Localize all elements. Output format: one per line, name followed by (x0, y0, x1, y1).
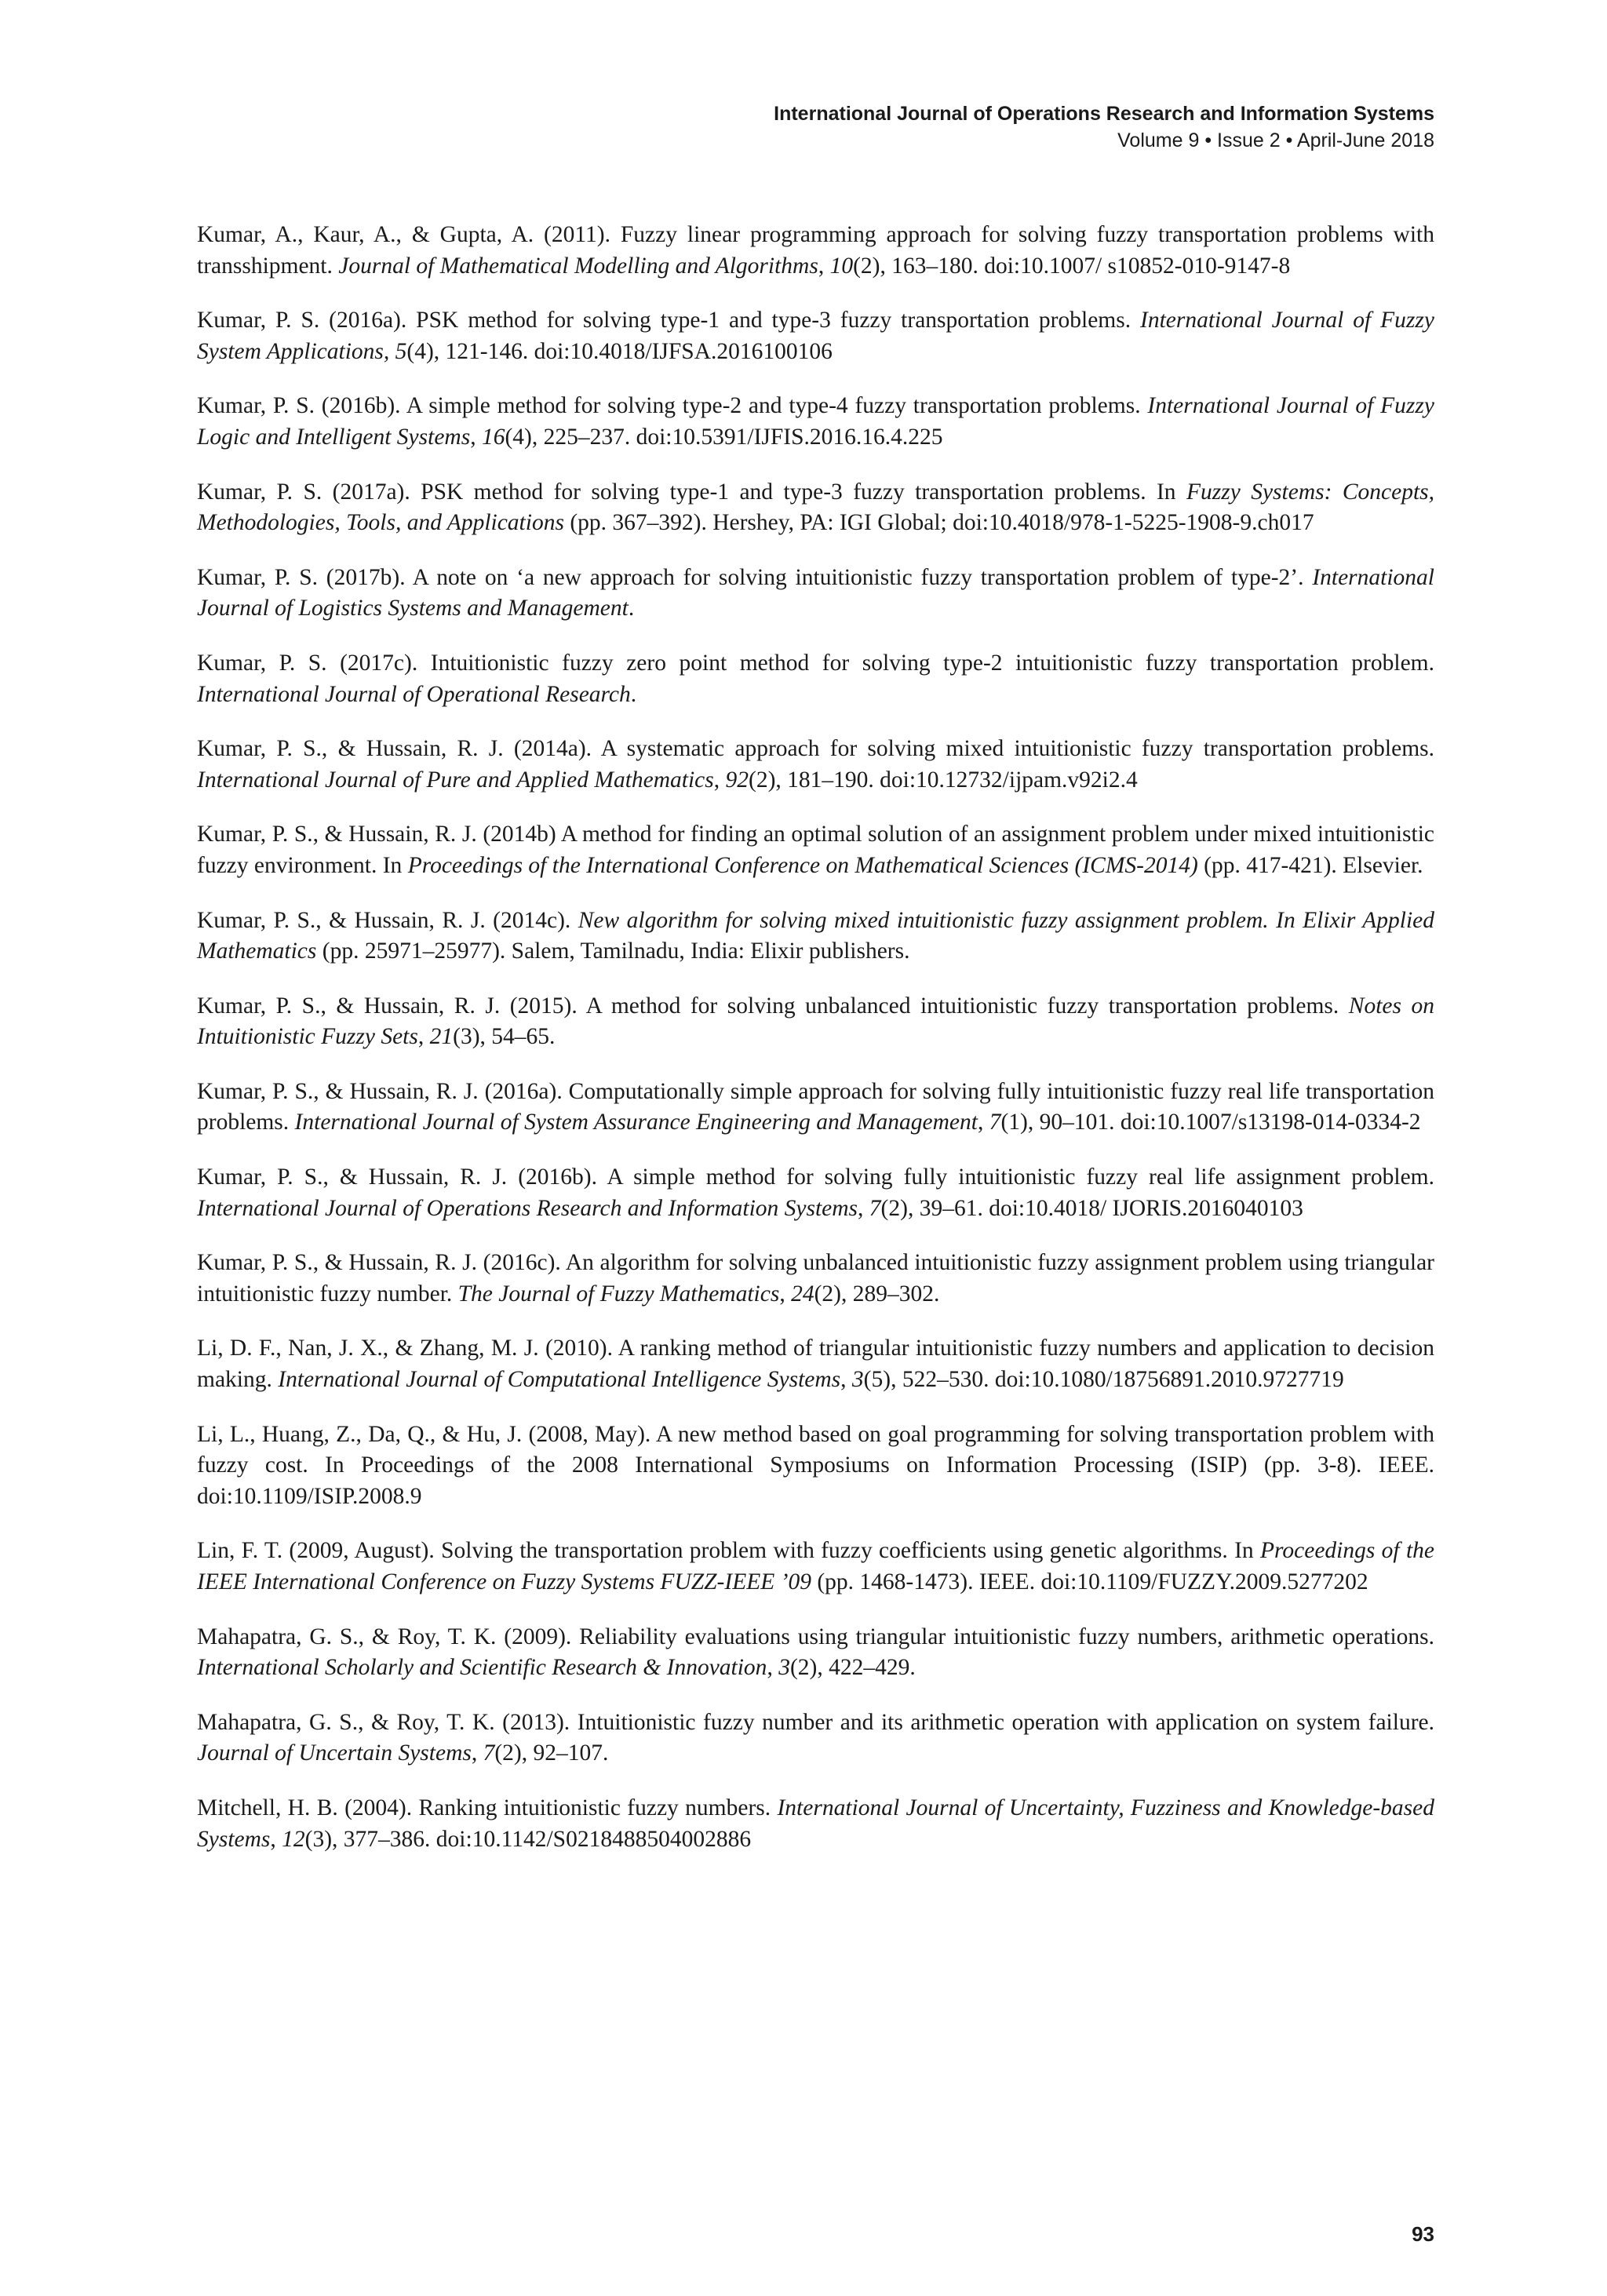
running-header (774, 100, 1434, 154)
reference-text-segment: (2), 39–61. doi:10.4018/ IJORIS.2016040103 (880, 1195, 1303, 1221)
reference-entry (197, 1420, 1434, 1513)
reference-italic-segment: 7 (869, 1195, 881, 1221)
reference-italic-segment: 92 (725, 767, 749, 793)
reference-text-segment: , (818, 253, 830, 279)
reference-entry (197, 906, 1434, 968)
reference-entry (197, 1707, 1434, 1769)
reference-entry (197, 1077, 1434, 1139)
reference-text-segment: Kumar, P. S., & Hussain, R. J. (2015). A method for solving unbalanced intuitionistic fuzzy transportation problems. (197, 993, 1349, 1019)
reference-text-segment: , (779, 1281, 792, 1307)
reference-text-segment: Kumar, P. S., & Hussain, R. J. (2016c). An algorithm for solving unbalanced intuitionistic fuzzy assignment problem using triangular intuitionistic fuzzy number. (197, 1250, 1434, 1307)
journal-title: International Journal of Operations Research and Information Systems (774, 103, 1434, 125)
reference-text-segment: Kumar, A., Kaur, A., & Gupta, A. (2011). Fuzzy linear programming approach for solving fuzzy transportation problems with transshipment. (197, 222, 1434, 279)
reference-text-segment: (1), 90–101. doi:10.1007/s13198-014-0334-2 (1000, 1110, 1421, 1135)
reference-italic-segment: Proceedings of the International Conference on Mathematical Sciences (ICMS-2014) (407, 852, 1198, 878)
reference-text-segment: Kumar, P. S. (2017a). PSK method for solving type-1 and type-3 fuzzy transportation problems. In (197, 479, 1186, 505)
reference-text-segment: (pp. 25971–25977). Salem, Tamilnadu, India: Elixir publishers. (316, 938, 910, 964)
reference-italic-segment: Notes on Intuitionistic Fuzzy Sets (197, 993, 1435, 1050)
reference-italic-segment: International Journal of Fuzzy Logic and Intelligent Systems (197, 393, 1434, 450)
reference-text-segment: Mahapatra, G. S., & Roy, T. K. (2013). Intuitionistic fuzzy number and its arithmetic operation with application on system failure. (197, 1709, 1434, 1735)
reference-italic-segment: Fuzzy Systems: Concepts, Methodologies, Tools, and Applications (197, 479, 1434, 536)
reference-entry (197, 563, 1434, 625)
reference-italic-segment: 24 (791, 1281, 814, 1307)
reference-italic-segment: Journal of Uncertain Systems (197, 1740, 472, 1766)
reference-entry (197, 991, 1434, 1053)
reference-text-segment: (2), 163–180. doi:10.1007/ s10852-010-9147-8 (853, 253, 1291, 279)
reference-italic-segment: New algorithm for solving mixed intuitionistic fuzzy assignment problem. In Elixir Applied Mathematics (197, 907, 1434, 964)
reference-entry (197, 1333, 1434, 1395)
reference-text-segment: (5), 522–530. doi:10.1080/18756891.2010.9727719 (863, 1367, 1344, 1393)
reference-text-segment: , (471, 1740, 483, 1766)
reference-list (197, 220, 1434, 1879)
reference-text-segment: , (270, 1826, 282, 1852)
reference-italic-segment: 7 (483, 1740, 495, 1766)
reference-text-segment: (pp. 367–392). Hershey, PA: IGI Global; doi:10.4018/978-1-5225-1908-9.ch017 (563, 510, 1314, 536)
reference-text-segment: Li, D. F., Nan, J. X., & Zhang, M. J. (2010). A ranking method of triangular intuitionistic fuzzy numbers and application to decision making. (197, 1336, 1434, 1393)
reference-italic-segment: 21 (429, 1024, 454, 1050)
reference-text-segment: Kumar, P. S. (2017c). Intuitionistic fuzzy zero point method for solving type-2 intuitionistic fuzzy transportation problem. (197, 650, 1434, 676)
reference-entry (197, 1162, 1434, 1224)
reference-text-segment: Kumar, P. S. (2016b). A simple method for solving type-2 and type-4 fuzzy transportation problems. (197, 393, 1148, 419)
reference-text-segment: Mahapatra, G. S., & Roy, T. K. (2009). Reliability evaluations using triangular intuitionistic fuzzy numbers, arithmetic operations. (197, 1624, 1434, 1649)
reference-text-segment: (4), 225–237. doi:10.5391/IJFIS.2016.16.4.225 (505, 424, 943, 450)
reference-entry (197, 1622, 1434, 1684)
reference-italic-segment: International Journal of Operational Research (197, 681, 631, 707)
reference-italic-segment: International Journal of Uncertainty, Fuzziness and Knowledge-based Systems (197, 1795, 1434, 1852)
reference-text-segment: (2), 181–190. doi:10.12732/ijpam.v92i2.4 (749, 767, 1138, 793)
reference-italic-segment: International Scholarly and Scientific Research & Innovation (197, 1655, 767, 1681)
reference-text-segment: (4), 121-146. doi:10.4018/IJFSA.2016100106 (406, 338, 833, 364)
reference-text-segment: , (713, 767, 726, 793)
reference-entry (197, 477, 1434, 539)
reference-text-segment: , (977, 1110, 989, 1135)
reference-text-segment: (3), 377–386. doi:10.1142/S0218488504002886 (304, 1826, 752, 1852)
reference-italic-segment: 16 (481, 424, 505, 450)
reference-italic-segment: International Journal of Operations Research and Information Systems (197, 1195, 858, 1221)
page-number: 93 (1412, 2222, 1434, 2246)
reference-text-segment: Li, L., Huang, Z., Da, Q., & Hu, J. (2008, May). A new method based on goal programming for solving transportation problem with fuzzy cost. In Proceedings of the 2008 International Symposiums on Information Processing (ISIP) (pp. 3-8). IEEE. doi:10.1109/ISIP.2008.9 (197, 1421, 1434, 1509)
reference-entry (197, 819, 1434, 881)
reference-text-segment: Lin, F. T. (2009, August). Solving the transportation problem with fuzzy coefficients using genetic algorithms. In (197, 1538, 1260, 1564)
reference-italic-segment: International Journal of Pure and Applied Mathematics (197, 767, 714, 793)
reference-text-segment: (pp. 417-421). Elsevier. (1197, 852, 1423, 878)
reference-text-segment: Kumar, P. S., & Hussain, R. J. (2016a). Computationally simple approach for solving fully intuitionistic fuzzy real life transportation problems. (197, 1078, 1434, 1135)
reference-italic-segment: International Journal of Logistics Systems and Management (197, 564, 1434, 621)
reference-italic-segment: Journal of Mathematical Modelling and Algorithms (338, 253, 818, 279)
reference-italic-segment: The Journal of Fuzzy Mathematics (457, 1281, 780, 1307)
reference-text-segment: Kumar, P. S. (2016a). PSK method for solving type-1 and type-3 fuzzy transportation problems. (197, 308, 1141, 333)
reference-text-segment: . (630, 681, 637, 707)
reference-entry (197, 305, 1434, 367)
reference-text-segment: (2), 92–107. (494, 1740, 609, 1766)
reference-entry (197, 1248, 1434, 1310)
reference-text-segment: , (858, 1195, 869, 1221)
reference-text-segment: Kumar, P. S., & Hussain, R. J. (2014a). A systematic approach for solving mixed intuitionistic fuzzy transportation problems. (197, 736, 1434, 762)
reference-entry (197, 648, 1434, 710)
reference-text-segment: , (767, 1655, 779, 1681)
reference-text-segment: . (628, 596, 635, 621)
reference-italic-segment: 12 (282, 1826, 305, 1852)
journal-issue-line: Volume 9 • Issue 2 • April-June 2018 (1117, 129, 1434, 151)
reference-text-segment: Kumar, P. S., & Hussain, R. J. (2014b) A method for finding an optimal solution of an assignment problem under mixed intuitionistic fuzzy environment. In (197, 822, 1434, 878)
reference-text-segment: (2), 422–429. (789, 1655, 916, 1681)
reference-entry (197, 391, 1434, 453)
reference-text-segment: (3), 54–65. (453, 1024, 556, 1050)
reference-text-segment: Kumar, P. S., & Hussain, R. J. (2016b). A simple method for solving fully intuitionistic fuzzy real life assignment problem. (197, 1164, 1434, 1190)
reference-italic-segment: International Journal of Computational Intelligence Systems (278, 1367, 841, 1393)
reference-entry (197, 734, 1434, 796)
reference-text-segment: Mitchell, H. B. (2004). Ranking intuitionistic fuzzy numbers. (197, 1795, 778, 1820)
reference-italic-segment: 3 (851, 1367, 864, 1393)
reference-italic-segment: 10 (829, 253, 854, 279)
reference-text-segment: (pp. 1468-1473). IEEE. doi:10.1109/FUZZY.2009.5277202 (811, 1569, 1368, 1594)
reference-italic-segment: Proceedings of the IEEE International Conference on Fuzzy Systems FUZZ-IEEE ’09 (197, 1538, 1434, 1594)
reference-italic-segment: 3 (778, 1655, 790, 1681)
reference-italic-segment: 7 (989, 1110, 1001, 1135)
reference-text-segment: Kumar, P. S. (2017b). A note on ‘a new approach for solving intuitionistic fuzzy transportation problem of type-2’. (197, 564, 1313, 590)
reference-text-segment: , (417, 1024, 430, 1050)
reference-entry (197, 1536, 1434, 1598)
reference-entry (197, 1793, 1434, 1855)
reference-italic-segment: International Journal of Fuzzy System Applications, 5 (197, 308, 1434, 364)
reference-text-segment: (2), 289–302. (814, 1281, 940, 1307)
reference-text-segment: Kumar, P. S., & Hussain, R. J. (2014c). (197, 907, 578, 933)
reference-text-segment: , (470, 424, 482, 450)
reference-italic-segment: International Journal of System Assurance Engineering and Management (294, 1110, 978, 1135)
reference-entry (197, 220, 1434, 282)
reference-text-segment: , (840, 1367, 852, 1393)
